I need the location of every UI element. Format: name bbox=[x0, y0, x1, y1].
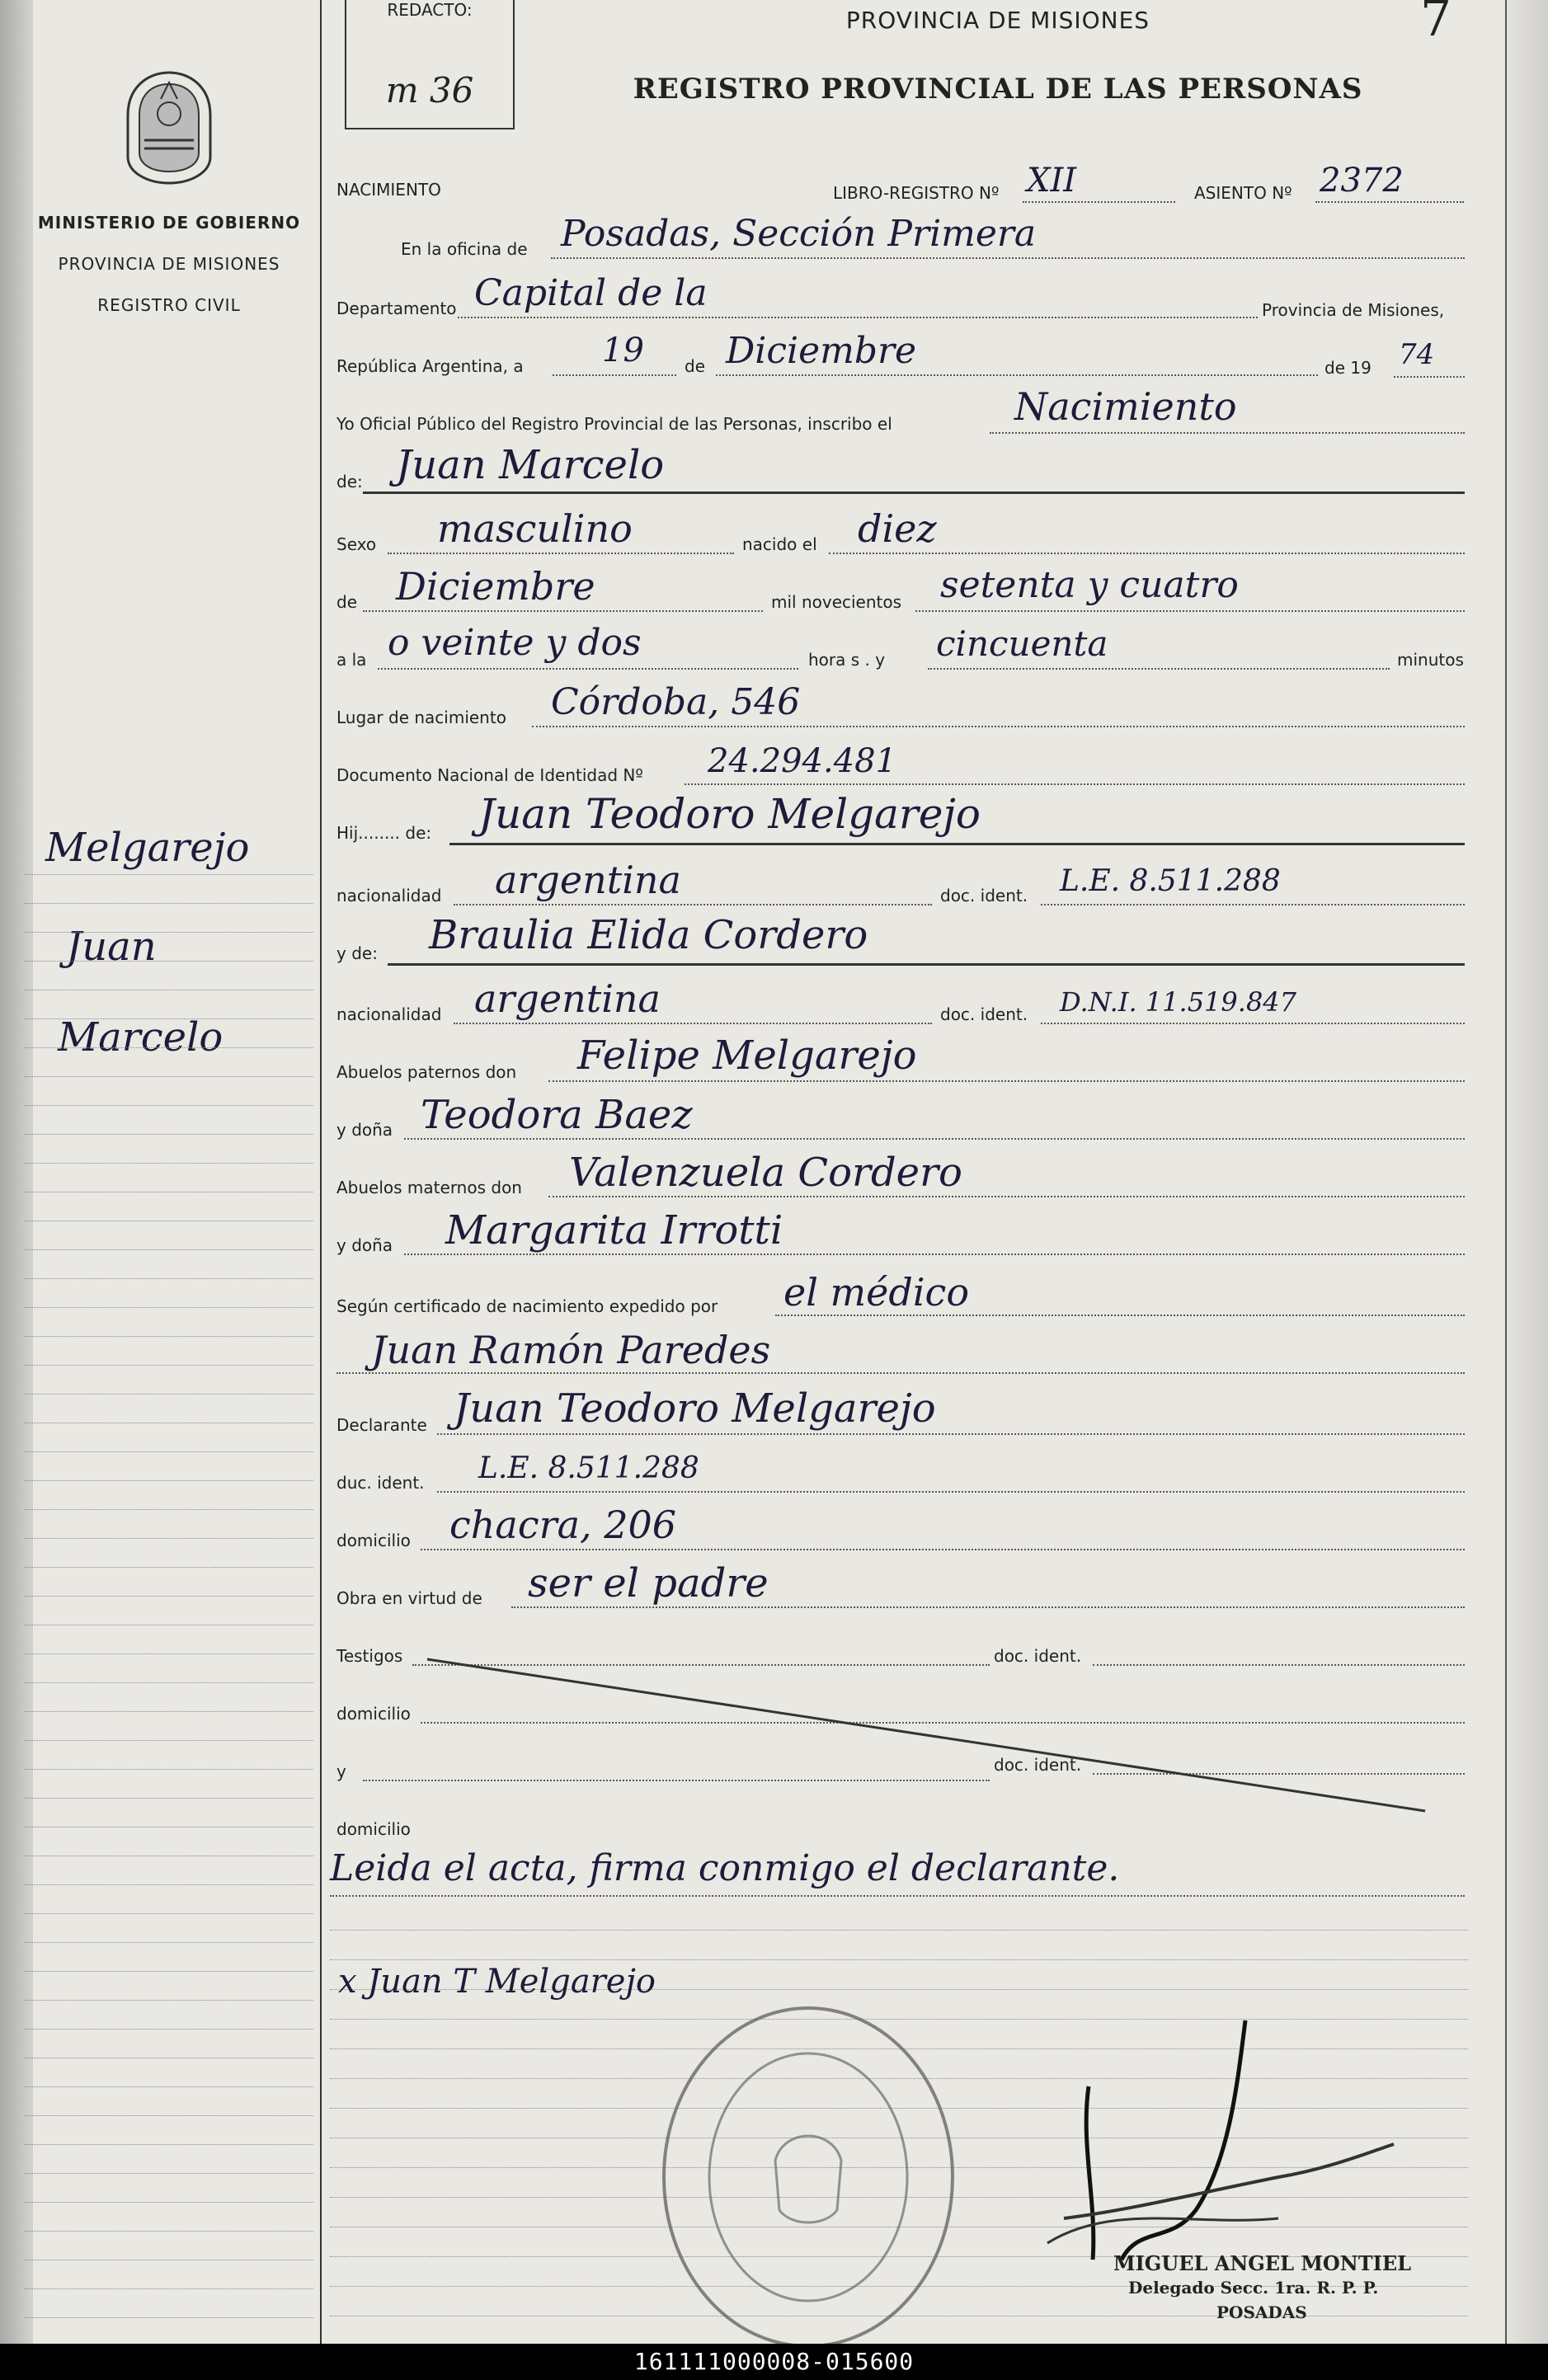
nacido-value: diez bbox=[858, 506, 937, 551]
docid3-label: doc. ident. bbox=[994, 1646, 1082, 1666]
dni-label: Documento Nacional de Identidad Nº bbox=[336, 765, 643, 785]
domicilio-label: domicilio bbox=[336, 1531, 411, 1550]
nac1-value: argentina bbox=[495, 858, 681, 902]
de-label: de bbox=[685, 356, 705, 376]
docid4-label: doc. ident. bbox=[994, 1755, 1082, 1775]
docid2-label: doc. ident. bbox=[940, 1004, 1028, 1024]
horas-label: hora s . y bbox=[808, 650, 886, 670]
yde-label: y de: bbox=[336, 943, 378, 963]
declarant-signature: x Juan T Melgarejo bbox=[338, 1963, 656, 2001]
leida-text: Leida el acta, firma conmigo el declarante. bbox=[330, 1847, 1120, 1889]
asiento-value: 2372 bbox=[1320, 162, 1404, 200]
domicilio2-label: domicilio bbox=[336, 1704, 411, 1724]
anio2-value: setenta y cuatro bbox=[940, 564, 1239, 606]
abm-value: Valenzuela Cordero bbox=[569, 1150, 962, 1196]
nac1-label: nacionalidad bbox=[336, 886, 442, 905]
provincia-label: Provincia de Misiones, bbox=[1262, 300, 1445, 320]
lugar-label: Lugar de nacimiento bbox=[336, 708, 506, 727]
docid1-label: doc. ident. bbox=[940, 886, 1028, 905]
province-header: PROVINCIA DE MISIONES bbox=[845, 7, 1150, 34]
nombre-value: Juan Marcelo bbox=[396, 442, 665, 488]
mes2-value: Diciembre bbox=[396, 564, 595, 609]
mil-label: mil novecientos bbox=[771, 592, 902, 612]
de-nombre-label: de: bbox=[336, 472, 363, 492]
minutos-label: minutos bbox=[1397, 650, 1464, 670]
official-name: MIGUEL ANGEL MONTIEL bbox=[1113, 2251, 1411, 2275]
min-value: cincuenta bbox=[936, 623, 1108, 664]
domicilio3-label: domicilio bbox=[336, 1819, 411, 1839]
image-identifier: 161111000008-015600 bbox=[0, 2344, 1548, 2380]
madre-value: Braulia Elida Cordero bbox=[429, 912, 868, 958]
ala-label: a la bbox=[336, 650, 367, 670]
margin-surname: Melgarejo bbox=[45, 825, 250, 871]
lugar-value: Córdoba, 546 bbox=[551, 681, 801, 723]
redacto-label: REDACTO: bbox=[387, 0, 473, 20]
departamento-value: Capital de la bbox=[474, 272, 708, 314]
ydona1-label: y doña bbox=[336, 1120, 393, 1140]
hijo-label: Hij........ de: bbox=[336, 823, 432, 843]
ydona2-label: y doña bbox=[336, 1235, 393, 1255]
registry-header: REGISTRO PROVINCIAL DE LAS PERSONAS bbox=[633, 73, 1363, 106]
cert-value-2: Juan Ramón Paredes bbox=[371, 1328, 771, 1372]
ydona2-value: Margarita Irrotti bbox=[445, 1207, 783, 1253]
obra-value: ser el padre bbox=[528, 1560, 769, 1606]
domicilio-value: chacra, 206 bbox=[449, 1503, 677, 1547]
libro-value: XII bbox=[1027, 162, 1077, 200]
mes-value: Diciembre bbox=[726, 330, 917, 372]
padre-value: Juan Teodoro Melgarejo bbox=[478, 790, 981, 838]
official-signature-icon bbox=[1031, 2012, 1402, 2284]
sexo-label: Sexo bbox=[336, 534, 377, 554]
abp-value: Felipe Melgarejo bbox=[577, 1032, 917, 1079]
docid2-value: D.N.I. 11.519.847 bbox=[1060, 986, 1297, 1018]
anio-label: de 19 bbox=[1325, 358, 1372, 378]
margin-middle-name: Marcelo bbox=[58, 1014, 223, 1061]
abp-label: Abuelos paternos don bbox=[336, 1062, 517, 1082]
oficina-value: Posadas, Sección Primera bbox=[561, 213, 1037, 255]
cert-value: el médico bbox=[783, 1270, 970, 1315]
record-type-label: NACIMIENTO bbox=[336, 180, 441, 200]
official-city: POSADAS bbox=[1216, 2302, 1307, 2322]
official-seal-icon bbox=[652, 1996, 965, 2344]
dni-value: 24.294.481 bbox=[708, 742, 897, 780]
nacido-label: nacido el bbox=[742, 534, 817, 554]
republica-label: República Argentina, a bbox=[336, 356, 524, 376]
ydona1-value: Teodora Baez bbox=[421, 1092, 693, 1138]
dia-value: 19 bbox=[602, 332, 644, 369]
ducid-value: L.E. 8.511.288 bbox=[478, 1451, 699, 1485]
hora-value: o veinte y dos bbox=[388, 622, 642, 664]
nac2-label: nacionalidad bbox=[336, 1004, 442, 1024]
asiento-label: ASIENTO Nº bbox=[1194, 183, 1292, 203]
nac2-value: argentina bbox=[474, 976, 661, 1021]
testigos-label: Testigos bbox=[336, 1646, 403, 1666]
de2-label: de bbox=[336, 592, 357, 612]
declarante-label: Declarante bbox=[336, 1415, 427, 1435]
redacto-value: m 36 bbox=[385, 70, 474, 111]
libro-label: LIBRO-REGISTRO Nº bbox=[833, 183, 1000, 203]
y-label: y bbox=[336, 1761, 346, 1781]
ministry-title: MINISTERIO DE GOBIERNO bbox=[37, 213, 301, 233]
margin-first-name: Juan bbox=[66, 924, 157, 970]
registry-title: REGISTRO CIVIL bbox=[97, 295, 241, 315]
oficina-label: En la oficina de bbox=[401, 239, 528, 259]
leida-dots bbox=[330, 1895, 1465, 1897]
ducid-label: duc. ident. bbox=[336, 1473, 425, 1493]
sexo-value: masculino bbox=[437, 506, 633, 551]
official-role: Delegado Secc. 1ra. R. P. P. bbox=[1128, 2278, 1379, 2298]
abm-label: Abuelos maternos don bbox=[336, 1178, 522, 1197]
oficial-label: Yo Oficial Público del Registro Provincial de las Personas, inscribo el bbox=[336, 414, 892, 434]
departamento-label: Departamento bbox=[336, 299, 457, 318]
obra-label: Obra en virtud de bbox=[336, 1588, 482, 1608]
province-title: PROVINCIA DE MISIONES bbox=[58, 254, 280, 274]
oficial-value: Nacimiento bbox=[1014, 384, 1237, 429]
cert-label: Según certificado de nacimiento expedido por bbox=[336, 1296, 718, 1316]
docid1-value: L.E. 8.511.288 bbox=[1060, 864, 1281, 898]
anio-value: 74 bbox=[1399, 338, 1435, 371]
declarante-value: Juan Teodoro Melgarejo bbox=[454, 1385, 936, 1432]
page-number: 7 bbox=[1420, 0, 1452, 48]
